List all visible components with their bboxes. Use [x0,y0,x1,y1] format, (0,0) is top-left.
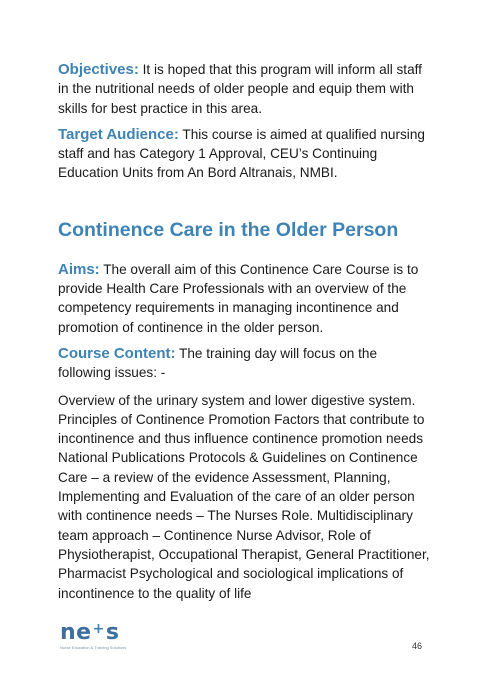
objectives-label: Objectives: [58,61,139,78]
target-audience-text: This course is aimed at qualified nursing staff and has Category 1 Approval, CEU’s Continuing Education Units from An Bord Altranais, NMBI. [58,126,425,181]
aims-paragraph [58,260,430,337]
objectives-paragraph [58,60,430,118]
objectives-text: It is hoped that this program will inform all staff in the nutritional needs of older people and equip them with skills for best practice in this area. [58,62,422,116]
aims-label: Aims: [58,260,100,278]
target-audience-paragraph [58,125,430,183]
nets-logo [60,622,130,650]
page-content [58,60,430,603]
logo-left: ne [60,620,92,645]
logo-wordmark [60,622,130,644]
course-content-paragraph [58,344,430,383]
logo-right: s [105,620,120,645]
target-audience-label: Target Audience: [58,125,179,143]
course-content-text: The training day will focus on the following issues: - [58,345,378,381]
page-number: 46 [411,641,422,651]
logo-plus-icon: + [92,621,105,637]
section-title: Continence Care in the Older Person [58,218,399,241]
content-body-paragraph: Overview of the urinary system and lower digestive system. Principles of Continence Promotion Factors that contribute to incontinence and thus influence continence promotion needs National Publications Protocols & Guidelines on Continence Care – a review of the evidence Assessment, Planning, Implementing and Evaluation of the care of an older person with continence needs – The Nurses Role. Multidisciplinary team approach – Continence Nurse Advisor, Role of Physiotherapist, Occupational Therapist, General Practitioner, Pharmacist Psychological and sociological implications of incontinence to the quality of life [58,392,430,601]
course-content-label: Course Content: [58,344,176,362]
aims-text: The overall aim of this Continence Care Course is to provide Health Care Professionals with an overview of the competency requirements in managing incontinence and promotion of continence in the older person. [58,261,419,335]
logo-tagline: Nurse Education & Training Solutions [60,645,127,650]
